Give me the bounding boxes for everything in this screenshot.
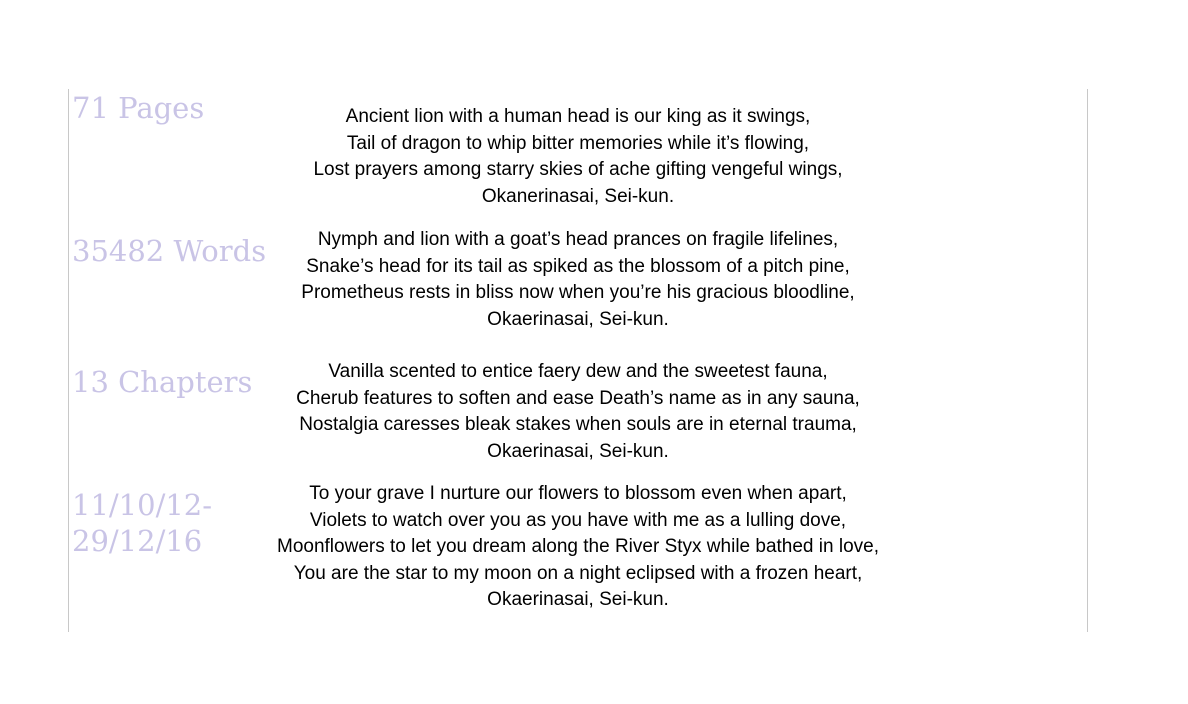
poem-line: Ancient lion with a human head is our king as it swings, — [345, 106, 811, 127]
date-range-end: 29/12/16 — [72, 524, 203, 558]
left-margin-line — [68, 89, 69, 632]
poem-refrain: Okaerinasai, Sei-kun. — [487, 308, 669, 330]
poem-line: Cherub features to soften and ease Death’s name as in any sauna, — [296, 387, 860, 409]
poem-line: You are the star to my moon on a night eclipsed with a frozen heart, — [293, 562, 863, 584]
poem-line: Lost prayers among starry skies of ache gifting vengeful wings, — [313, 159, 843, 180]
poem-line: To your grave I nurture our flowers to blossom even when apart, — [309, 483, 847, 504]
poem-line: Nymph and lion with a goat’s head prances on fragile lifelines, — [317, 229, 839, 250]
page-count: 71 Pages — [72, 91, 205, 125]
stanza-2 — [168, 227, 988, 333]
date-range-start: 11/10/12- — [72, 488, 213, 522]
poem-line: Nostalgia caresses bleak stakes when souls are in eternal trauma, — [299, 414, 857, 435]
poem-refrain: Okaerinasai, Sei-kun. — [487, 589, 669, 610]
poem-refrain: Okaerinasai, Sei-kun. — [487, 440, 669, 462]
word-count: 35482 Words — [72, 234, 267, 268]
poem-line: Tail of dragon to whip bitter memories while it’s flowing, — [346, 132, 810, 154]
chapter-count: 13 Chapters — [72, 365, 253, 399]
poem-line: Violets to watch over you as you have with me as a lulling dove, — [309, 509, 847, 531]
stanza-4 — [168, 481, 988, 614]
poem-line: Prometheus rests in bliss now when you’re his gracious bloodline, — [301, 282, 855, 303]
stanza-3 — [168, 359, 988, 465]
poem-line: Moonflowers to let you dream along the River Styx while bathed in love, — [277, 536, 879, 557]
poem-line: Snake’s head for its tail as spiked as the blossom of a pitch pine, — [306, 255, 850, 277]
poem-line: Vanilla scented to entice faery dew and the sweetest fauna, — [328, 361, 828, 382]
stanza-1 — [168, 104, 988, 210]
right-margin-line — [1087, 89, 1088, 632]
poem-refrain: Okanerinasai, Sei-kun. — [481, 185, 675, 207]
